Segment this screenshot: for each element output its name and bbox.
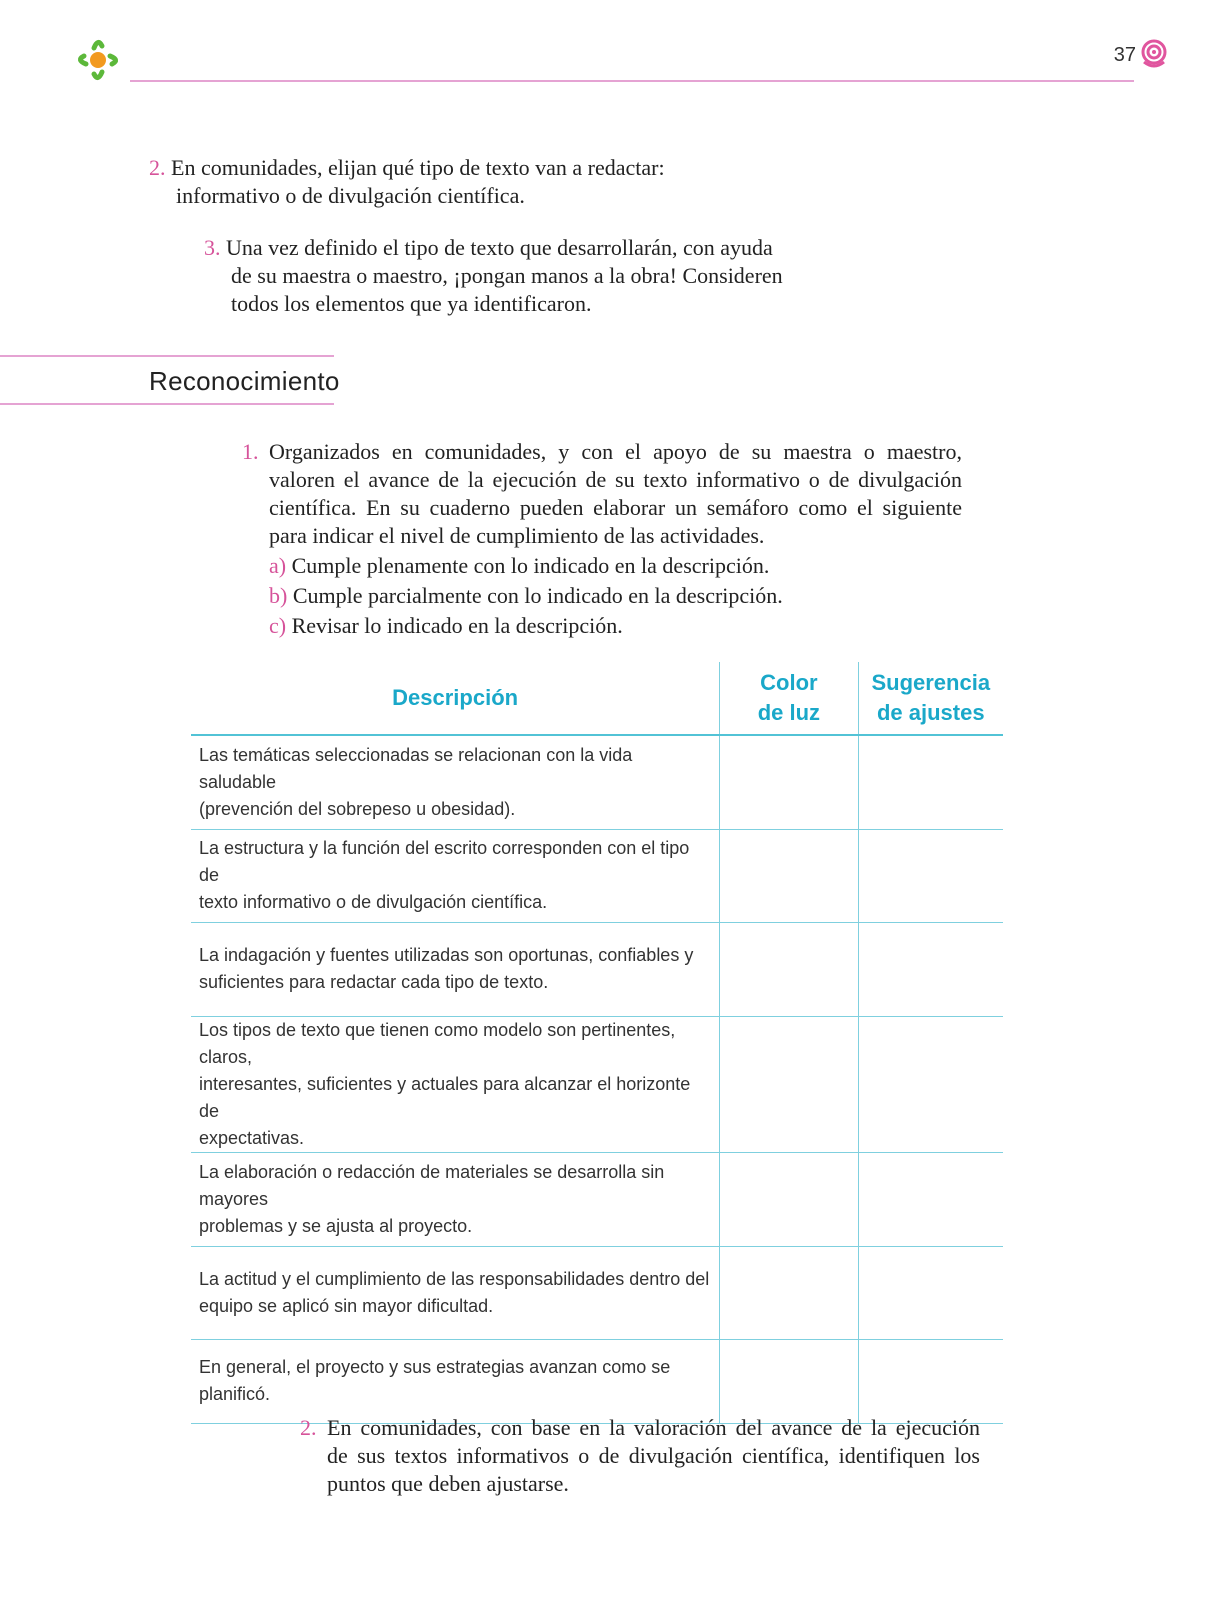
suggestion-cell[interactable] xyxy=(858,922,1003,1016)
description-line: interesantes, suficientes y actuales para alcanzar el horizonte de xyxy=(199,1073,691,1121)
description-cell xyxy=(191,922,720,1016)
suggestion-cell[interactable] xyxy=(858,1152,1003,1246)
description-line: La indagación y fuentes utilizadas son oportunas, confiables y xyxy=(199,945,694,965)
item-line: de sus textos informativos o de divulgación científica, identifiquen los xyxy=(327,1443,980,1468)
item-number: 2. xyxy=(149,155,166,180)
description-cell xyxy=(191,1152,720,1246)
item-line: informativo o de divulgación científica. xyxy=(176,183,525,208)
top-item-3 xyxy=(204,234,783,318)
section-title: Reconocimiento xyxy=(149,366,340,396)
description-line: En general, el proyecto y sus estrategias avanzan como se planificó. xyxy=(199,1357,671,1404)
item-line: todos los elementos que ya identificaron. xyxy=(231,291,592,316)
page-number: 37 xyxy=(1113,44,1136,66)
table-row xyxy=(191,1339,1003,1423)
description-line: Los tipos de texto que tienen como modelo son pertinentes, claros, xyxy=(199,1019,676,1067)
header-color-line2: de luz xyxy=(757,700,821,725)
table-row xyxy=(191,1246,1003,1339)
header-suggestion-line2: de ajustes xyxy=(876,700,985,725)
description-line: Las temáticas seleccionadas se relacionan con la vida saludable xyxy=(199,744,633,792)
option-letter: a) xyxy=(269,553,287,578)
option-a xyxy=(269,552,962,582)
item-number: 2. xyxy=(300,1415,317,1440)
description-line: La actitud y el cumplimiento de las responsabilidades dentro del xyxy=(199,1268,710,1289)
table-header-row xyxy=(191,662,1003,735)
spiral-ornament-icon xyxy=(1140,38,1168,68)
description-line: (prevención del sobrepeso u obesidad). xyxy=(199,798,516,819)
description-cell xyxy=(191,1339,720,1423)
header-suggestion-line1: Sugerencia xyxy=(871,670,991,695)
suggestion-cell[interactable] xyxy=(858,735,1003,829)
description-cell xyxy=(191,829,720,922)
top-item-2 xyxy=(149,154,665,210)
header-suggestion xyxy=(858,662,1003,735)
color-cell[interactable] xyxy=(720,1246,858,1339)
option-text: Cumple plenamente con lo indicado en la descripción. xyxy=(291,553,770,578)
suggestion-cell[interactable] xyxy=(858,1339,1003,1423)
flower-logo-icon xyxy=(72,34,124,86)
header-color xyxy=(720,662,858,735)
item-line: Organizados en comunidades, y con el apoyo de su maestra o maestro, xyxy=(269,439,962,464)
option-text: Cumple parcialmente con lo indicado en la descripción. xyxy=(292,583,783,608)
reconocimiento-item-1 xyxy=(242,438,962,642)
suggestion-cell[interactable] xyxy=(858,829,1003,922)
suggestion-cell[interactable] xyxy=(858,1016,1003,1152)
color-cell[interactable] xyxy=(720,829,858,922)
header-color-line1: Color xyxy=(760,670,818,695)
table-row xyxy=(191,1152,1003,1246)
description-cell xyxy=(191,1246,720,1339)
color-cell[interactable] xyxy=(720,1016,858,1152)
option-c xyxy=(269,612,962,642)
reconocimiento-item-2 xyxy=(300,1414,980,1498)
section-rule-top xyxy=(0,355,334,357)
description-line: problemas y se ajusta al proyecto. xyxy=(199,1215,473,1236)
item-line: En comunidades, con base en la valoración del avance de la ejecución xyxy=(327,1415,980,1440)
item-line: científica. En su cuaderno pueden elaborar un semáforo como el siguiente xyxy=(269,495,962,520)
description-line: texto informativo o de divulgación científica. xyxy=(199,892,548,912)
item-line: de su maestra o maestro, ¡pongan manos a la obra! Consideren xyxy=(231,263,783,288)
option-text: Revisar lo indicado en la descripción. xyxy=(291,613,623,638)
item-line: para indicar el nivel de cumplimiento de las actividades. xyxy=(269,523,765,548)
description-cell xyxy=(191,1016,720,1152)
semaforo-table xyxy=(191,662,1003,1424)
option-letter: b) xyxy=(269,583,288,608)
table-row xyxy=(191,922,1003,1016)
table-row xyxy=(191,1016,1003,1152)
header-rule xyxy=(130,80,1134,82)
color-cell[interactable] xyxy=(720,1339,858,1423)
section-rule-bottom xyxy=(0,403,334,405)
option-b xyxy=(269,582,962,612)
description-cell xyxy=(191,735,720,829)
color-cell[interactable] xyxy=(720,1152,858,1246)
color-cell[interactable] xyxy=(720,735,858,829)
description-line: La estructura y la función del escrito corresponden con el tipo de xyxy=(199,838,690,885)
option-letter: c) xyxy=(269,613,287,638)
color-cell[interactable] xyxy=(720,922,858,1016)
description-line: expectativas. xyxy=(199,1127,305,1148)
table-row xyxy=(191,735,1003,829)
item-line: En comunidades, elijan qué tipo de texto van a redactar: xyxy=(171,155,665,180)
header-description: Descripción xyxy=(191,662,720,735)
item-line: valoren el avance de la ejecución de su texto informativo o de divulgación xyxy=(269,467,962,492)
table-row xyxy=(191,829,1003,922)
item-number: 3. xyxy=(204,235,221,260)
description-line: equipo se aplicó sin mayor dificultad. xyxy=(199,1295,494,1316)
suggestion-cell[interactable] xyxy=(858,1246,1003,1339)
description-line: suficientes para redactar cada tipo de texto. xyxy=(199,972,549,992)
description-line: La elaboración o redacción de materiales se desarrolla sin mayores xyxy=(199,1161,665,1209)
item-line: puntos que deben ajustarse. xyxy=(327,1471,569,1496)
item-number: 1. xyxy=(242,439,259,464)
item-line: Una vez definido el tipo de texto que desarrollarán, con ayuda xyxy=(226,235,773,260)
